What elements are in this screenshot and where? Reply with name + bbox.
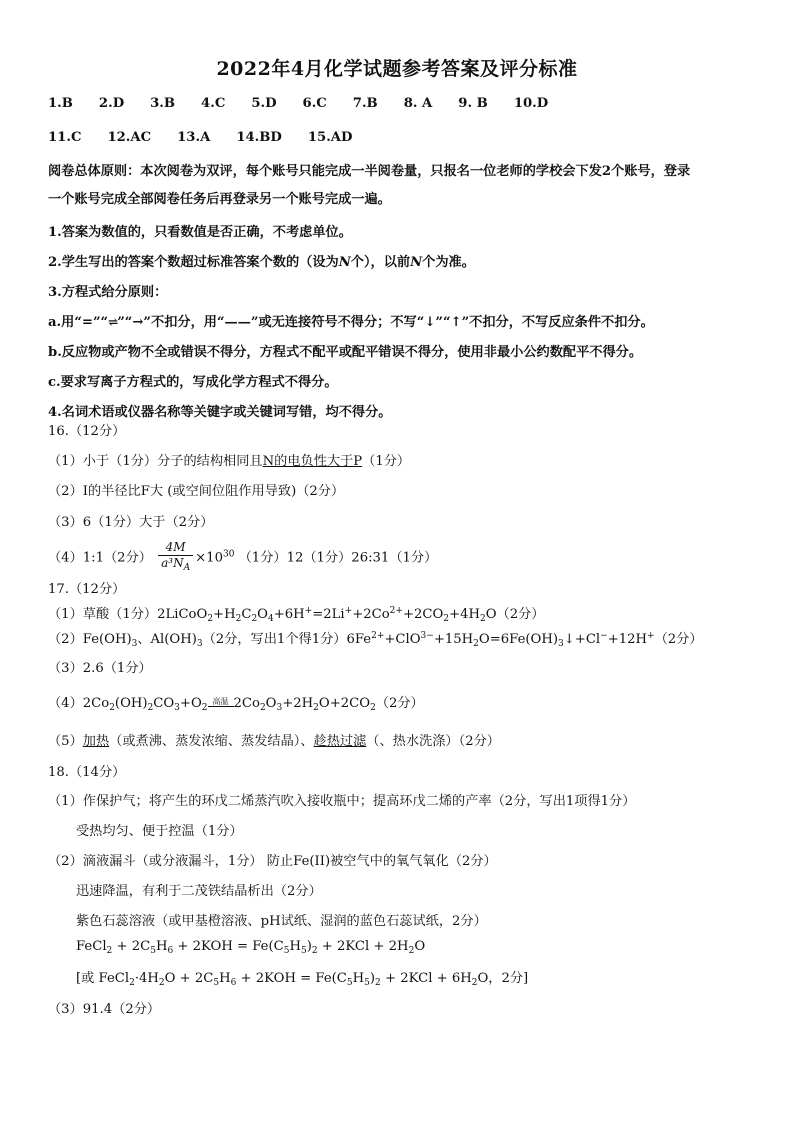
q18-part-2a: （2）滴液漏斗（或分液漏斗，1分） 防止Fe(II)被空气中的氧气氧化（2分） (48, 854, 497, 869)
q18-equation-2: [或 $FeCl_2\cdot 4H_2O + 2C_5H_6 + 2KOH = Fe(C_5H_5)_2 + 2KCl + 6H_2O$，2分] (76, 971, 529, 988)
q17-header: 17.（12分） (48, 582, 126, 597)
density-formula-fraction: $\frac{4M}{a^3N_A}$ (158, 540, 193, 576)
choice-answer-row2-5: 15.AD (307, 130, 353, 145)
rule-4: 4.名词术语或仪器名称等关键字或关键词写错，均不得分。 (48, 405, 392, 420)
q17-part-2: $(2)Fe(OH)_3$、$Al(OH)_3(2$分，写出1个得1分）$6Fe^{2+}+ClO^{3-}+15H_2O=6Fe(OH)_3↓+Cl^-+12H^+(2$分） (48, 631, 703, 649)
choice-answers-row-2 (48, 130, 764, 145)
q17-part-4: $(4)2Co_2(OH)_2CO_3+O_2$ 高温 $2Co_2O_3+2H_2O+2CO_2(2$分） (48, 696, 424, 713)
choice-answer-row1-7: 7.B (352, 96, 378, 111)
grading-principle-line-1: 阅卷总体原则：本次阅卷为双评，每个账号只能完成一半阅卷量，只报名一位老师的学校会下发2个账号，登录 (48, 164, 691, 179)
q17-equation-1: $2LiCoO_2+H_2C_2O_4+6H^+=2Li^++2Co^{2+}+2CO_2+4H_2O$ (157, 606, 497, 624)
q18-part-1b: 受热均匀、便于控温（1分） (76, 824, 243, 839)
choice-answers-row-1 (48, 96, 764, 111)
q18-part-3: （3）91.4（2分） (48, 1002, 161, 1017)
q16-header: 16.（12分） (48, 424, 126, 439)
rule-3: 3.方程式给分原则： (48, 285, 168, 300)
q17-equation-2: $6Fe^{2+}+ClO^{3-}+15H_2O=6Fe(OH)_3↓+Cl^-+12H^+$ (346, 631, 655, 649)
choice-answer-row2-4: 14.BD (236, 130, 282, 145)
choice-answer-row2-2: 12.AC (107, 130, 152, 145)
q16-part-2: （2）I的半径比F大 (或空间位阻作用导致)（2分） (48, 484, 345, 499)
q17-part-5: （5）加热（或煮沸、蒸发浓缩、蒸发结晶）、趁热过滤（、热水洗涤）（2分） (48, 734, 500, 749)
q17-part-3: （3）2.6（1分） (48, 661, 152, 676)
choice-answer-row1-8: 8. A (403, 96, 433, 111)
q17-part-1: （1）草酸（1分）$2LiCoO_2+H_2C_2O_4+6H^+=2Li^++2Co^{2+}+2CO_2+4H_2O(2$分） (48, 606, 545, 624)
choice-answer-row1-5: 5.D (251, 96, 277, 111)
q18-part-2b: 迅速降温，有利于二茂铁结晶析出（2分） (76, 884, 322, 899)
choice-answer-row1-2: 2.D (98, 96, 125, 111)
q16-part-1: （1）小于（1分）分子的结构相同且N的电负性大于P（1分） (48, 454, 411, 469)
choice-answer-row1-9: 9. B (458, 96, 488, 111)
q18-equation-1: FeCl$_2$ + $2C_5H_6 + 2KOH = Fe(C_5H_5)_2 + 2KCl + 2H_2O$ (76, 939, 426, 956)
equilibrium-arrow-icon: ⇌ (108, 315, 118, 329)
choice-answer-row1-10: 10.D (513, 96, 549, 111)
choice-answer-row1-4: 4.C (201, 96, 226, 111)
choice-answer-row2-1: 11.C (48, 130, 82, 145)
rule-3a: a.用“=”“⇌”“→”不扣分，用“——”或无连接符号不得分；不写“↓”“↑”不扣分，不写反应条件不扣分。 (48, 315, 654, 330)
rule-2: 2.学生写出的答案个数超过标准答案个数的（设为N个），以前N个为准。 (48, 255, 475, 270)
rule-1: 1.答案为数值的，只看数值是否正确，不考虑单位。 (48, 225, 352, 240)
q16-part-4: （4）1:1（2分） $\frac{4M}{a^3N_A}$ $\times 10^{30}$ （1分）12（1分）26:31（1分） (48, 540, 764, 576)
q16-part-3: （3）6（1分）大于（2分） (48, 515, 214, 530)
q18-part-1a: （1）作保护气；将产生的环戊二烯蒸汽吹入接收瓶中；提高环戊二烯的产率（2分，写出1项得1分） (48, 794, 636, 809)
rule-3b: b.反应物或产物不全或错误不得分，方程式不配平或配平错误不得分，使用非最小公约数配平不得分。 (48, 345, 643, 360)
reaction-condition: 高温 (208, 697, 234, 707)
choice-answer-row1-1: 1.B (48, 96, 73, 111)
choice-answer-row1-3: 3.B (150, 96, 176, 111)
choice-answer-row2-3: 13.A (177, 130, 211, 145)
page-title: 2022年4月化学试题参考答案及评分标准 (216, 58, 578, 80)
q18-header: 18.（14分） (48, 765, 126, 780)
choice-answer-row1-6: 6.C (302, 96, 327, 111)
grading-principle-line-2: 一个账号完成全部阅卷任务后再登录另一个账号完成一遍。 (48, 192, 391, 207)
rule-3c: c.要求写离子方程式的，写成化学方程式不得分。 (48, 375, 338, 390)
q18-part-2c: 紫色石蕊溶液（或甲基橙溶液、pH试纸、湿润的蓝色石蕊试纸，2分） (76, 914, 487, 929)
